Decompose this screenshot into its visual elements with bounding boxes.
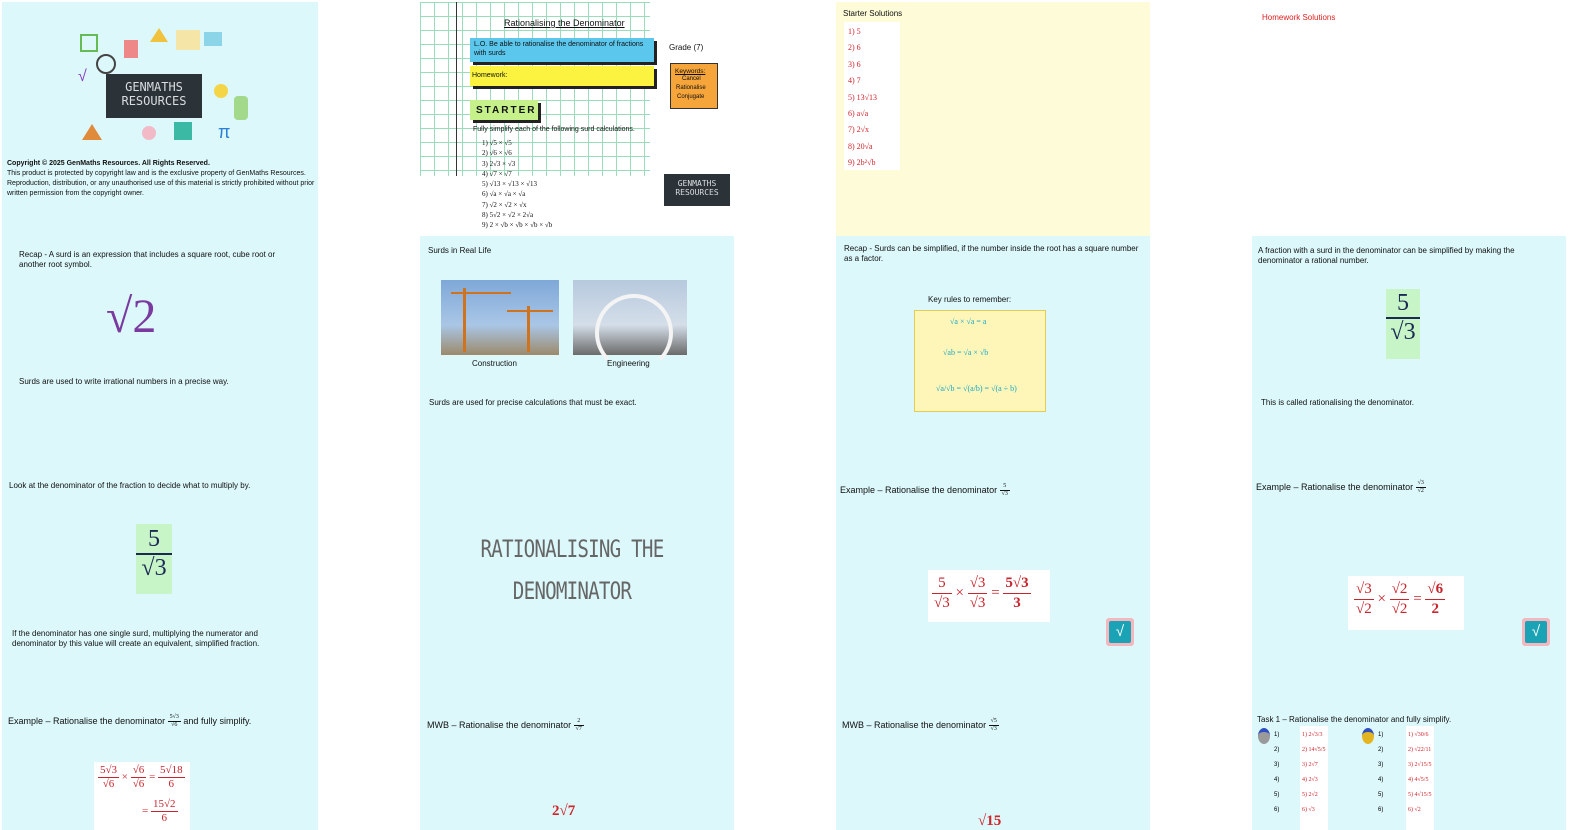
task1-col1-questions: 1) 2) 3) 4) 5) 6) xyxy=(1274,732,1280,813)
copyright-body: This product is protected by copyright law and is the exclusive property of GenMaths Resources. Reproduction, distribution, or any unauthorised use of this material is strictly prohibited without prior written permission from the copyright owner. xyxy=(7,170,315,197)
margin-line xyxy=(456,2,457,176)
method-note: If the denominator has one single surd, multiplying the numerator and denominator by this value will create an equivalent, simplified fraction. xyxy=(12,629,260,648)
engineering-photo xyxy=(573,280,687,355)
mwb1-fraction: $\frac{2}{√7}$ xyxy=(575,718,582,732)
crane-2-arm xyxy=(507,310,553,312)
example2-prompt xyxy=(1256,480,1426,495)
cube-icon xyxy=(174,122,192,140)
example1-prompt-fraction: $\frac{5}{√3}$ xyxy=(1001,483,1008,497)
logo-line1: GENMATHS xyxy=(125,80,183,94)
ruler-icon xyxy=(204,32,222,46)
answer-9: 9) 2b²√b xyxy=(848,158,876,168)
slide-real-life[interactable] xyxy=(420,236,734,470)
rule-2: √ab = √a × √b xyxy=(943,348,989,357)
mwb2-label: MWB – Rationalise the denominator xyxy=(842,719,987,730)
section-title-line1: RATIONALISING THE xyxy=(480,535,664,563)
example3-working-line2: = $\frac{15√2}{6}$ xyxy=(142,798,176,824)
answer-5: 5) 13√13 xyxy=(848,92,878,102)
keyword-1: Cancel xyxy=(682,76,701,82)
logo-small-line2: RESOURCES xyxy=(675,188,719,197)
keyword-3: Conjugate xyxy=(677,94,705,100)
example3-working: $\frac{5√3}{√6}$ × $\frac{√6}{√6}$ = $\frac{5√18}{6}$ xyxy=(100,764,183,790)
crane-2 xyxy=(527,306,530,352)
example1-sqrt-button[interactable]: √ xyxy=(1106,618,1134,646)
task1-col2-answers: 1) √30/6 2) √22/11 3) 2√15/5 4) 4√5/5 5) 4√15/5 6) √2 xyxy=(1408,732,1432,813)
slide-example-2[interactable] xyxy=(1252,470,1566,704)
example3-tail: and fully simplify. xyxy=(183,715,252,726)
starter-label: STARTER xyxy=(476,105,537,116)
question-7: 7) √2 × √2 × √x xyxy=(482,200,527,209)
notebook-icon xyxy=(176,30,200,50)
intro-fraction xyxy=(1386,290,1420,346)
method-fraction xyxy=(136,526,172,582)
task1-title: Task 1 – Rationalise the denominator and fully simplify. xyxy=(1257,715,1452,724)
logo-small-line1: GENMATHS xyxy=(677,179,717,188)
venn-icon xyxy=(142,126,156,140)
construction-photo xyxy=(441,280,559,355)
question-8: 8) 5√2 × √2 × 2√a xyxy=(482,211,534,220)
answer-4: 4) 7 xyxy=(848,76,861,86)
intro-denominator: √3 xyxy=(1390,319,1416,345)
intro-note: This is called rationalising the denominator. xyxy=(1261,398,1414,407)
homework-label: Homework: xyxy=(472,72,508,79)
question-list xyxy=(482,138,552,231)
crane-1-arm xyxy=(451,292,511,294)
homework-solutions-title: Homework Solutions xyxy=(1262,13,1336,22)
example1-label: Example – Rationalise the denominator xyxy=(840,484,998,495)
question-1: 1) √5 × √5 xyxy=(482,139,512,147)
surd-note: Surds are used to write irrational numbers in a precise way. xyxy=(19,377,229,386)
silver-medal-icon xyxy=(1258,728,1270,744)
pencil-icon xyxy=(80,34,98,52)
question-5: 5) √13 × √13 × √13 xyxy=(482,180,538,189)
slide-denominator-method[interactable] xyxy=(2,470,318,704)
slide-section-title[interactable] xyxy=(420,470,734,704)
pi-icon: π xyxy=(218,122,231,142)
keyword-2: Rationalise xyxy=(676,85,706,91)
recap-text: Recap - A surd is an expression that includes a square root, cube root or another root symbol. xyxy=(19,250,276,269)
crane-1 xyxy=(463,288,466,352)
genmaths-logo-small xyxy=(664,174,730,206)
answer-6: 6) a√a xyxy=(848,109,869,119)
slide-example-3[interactable] xyxy=(2,704,318,830)
compass-icon xyxy=(96,54,116,74)
mwb1-answer: 2√7 xyxy=(552,803,576,819)
answer-7: 7) 2√x xyxy=(848,125,870,135)
slide-mwb-1[interactable] xyxy=(420,704,734,830)
big-surd: √2 xyxy=(106,290,157,343)
answer-1: 1) 5 xyxy=(848,27,861,36)
rule-3: √a/√b = √(a/b) = √(a ÷ b) xyxy=(936,384,1017,393)
question-3: 3) 2√3 × √3 xyxy=(482,159,516,168)
slide-task-1[interactable] xyxy=(1252,704,1566,830)
genmaths-logo xyxy=(106,74,202,118)
logo-line2: RESOURCES xyxy=(121,94,187,108)
example3-label: Example – Rationalise the denominator xyxy=(8,715,166,726)
example2-prompt-fraction: $\frac{√3}{√2}$ xyxy=(1417,480,1424,494)
lightbulb-icon xyxy=(214,84,228,98)
example3-prompt-fraction: $\frac{5√3}{√6}$ xyxy=(169,714,179,728)
answer-2: 2) 6 xyxy=(848,43,861,53)
triangle-icon xyxy=(150,28,168,42)
cylinder-icon xyxy=(234,96,248,120)
gold-medal-icon xyxy=(1362,728,1374,744)
question-9: 9) 2 × √b × √b × √b × √b xyxy=(482,221,553,230)
rule-1: √a × √a = a xyxy=(950,317,987,326)
slide-starter-solutions[interactable] xyxy=(836,2,1150,236)
example1-working: $\frac{5}{√3}$ × $\frac{√3}{√3}$ = $\frac{5√3}{3}$ xyxy=(934,575,1029,611)
keywords-title: Keywords: xyxy=(675,68,706,75)
task1-col1-answers: 1) 2√3/3 2) 14√5/5 3) 2√7 4) 2√3 5) 2√2 6) √3 xyxy=(1302,732,1326,813)
example2-label: Example – Rationalise the denominator xyxy=(1256,481,1414,492)
question-4: 4) √7 × √7 xyxy=(482,169,512,178)
example2-working: $\frac{√3}{√2}$ × $\frac{√2}{√2}$ = $\frac{√6}{2}$ xyxy=(1356,581,1444,617)
question-2: 2) √6 × √6 xyxy=(482,149,512,158)
mwb2-prompt xyxy=(842,718,999,733)
mwb1-label: MWB – Rationalise the denominator xyxy=(427,719,572,730)
slide-homework-solutions[interactable] xyxy=(1252,2,1566,236)
slide-recap-simplify[interactable] xyxy=(836,236,1150,470)
mwb2-answer: √15 xyxy=(978,813,1002,829)
slide-example-1[interactable] xyxy=(836,470,1150,704)
sqrt-icon: √ xyxy=(78,68,87,85)
learning-objective: L.O. Be able to rationalise the denominator of fractions with surds xyxy=(474,41,644,57)
answer-3: 3) 6 xyxy=(848,59,861,69)
section-title-line2: DENOMINATOR xyxy=(512,577,632,605)
real-life-title: Surds in Real Life xyxy=(428,246,492,255)
slide-title[interactable] xyxy=(420,2,734,236)
mwb1-prompt xyxy=(427,718,584,733)
answer-list xyxy=(848,24,877,172)
question-6: 6) √a × √a × √a xyxy=(482,190,526,199)
intro-text: A fraction with a surd in the denominator can be simplified by making the denominator a rational number. xyxy=(1258,246,1515,265)
calculator-icon xyxy=(124,40,138,58)
example2-sqrt-button[interactable]: √ xyxy=(1522,618,1550,646)
copyright-title: Copyright © 2025 GenMaths Resources. All Rights Reserved. xyxy=(7,160,210,167)
method-text: Look at the denominator of the fraction to decide what to multiply by. xyxy=(9,481,251,490)
pyramid-icon xyxy=(82,124,102,140)
key-rules-title: Key rules to remember: xyxy=(928,295,1012,304)
task1-col2-questions: 1) 2) 3) 4) 5) 6) xyxy=(1378,732,1384,813)
starter-instruction: Fully simplify each of the following surd calculations. xyxy=(473,126,635,133)
method-denominator: √3 xyxy=(141,555,167,581)
construction-caption: Construction xyxy=(472,359,517,368)
starter-solutions-title: Starter Solutions xyxy=(843,9,903,18)
method-numerator: 5 xyxy=(136,526,172,555)
lesson-title: Rationalising the Denominator xyxy=(504,18,625,28)
slide-copyright[interactable] xyxy=(2,2,318,236)
grade-label: Grade (7) xyxy=(669,43,704,52)
slide-mwb-2[interactable] xyxy=(836,704,1150,830)
slide-recap-surd[interactable] xyxy=(2,236,318,470)
example1-prompt xyxy=(840,483,1010,498)
mwb2-fraction: $\frac{√5}{√3}$ xyxy=(990,718,997,732)
real-life-note: Surds are used for precise calculations that must be exact. xyxy=(429,398,637,407)
answer-8: 8) 20√a xyxy=(848,141,873,151)
example3-prompt xyxy=(8,714,251,729)
simplify-recap: Recap - Surds can be simplified, if the number inside the root has a square number as a factor. xyxy=(844,244,1139,263)
intro-numerator: 5 xyxy=(1386,290,1420,319)
engineering-caption: Engineering xyxy=(607,359,650,368)
slide-rationalising-intro[interactable] xyxy=(1252,236,1566,470)
